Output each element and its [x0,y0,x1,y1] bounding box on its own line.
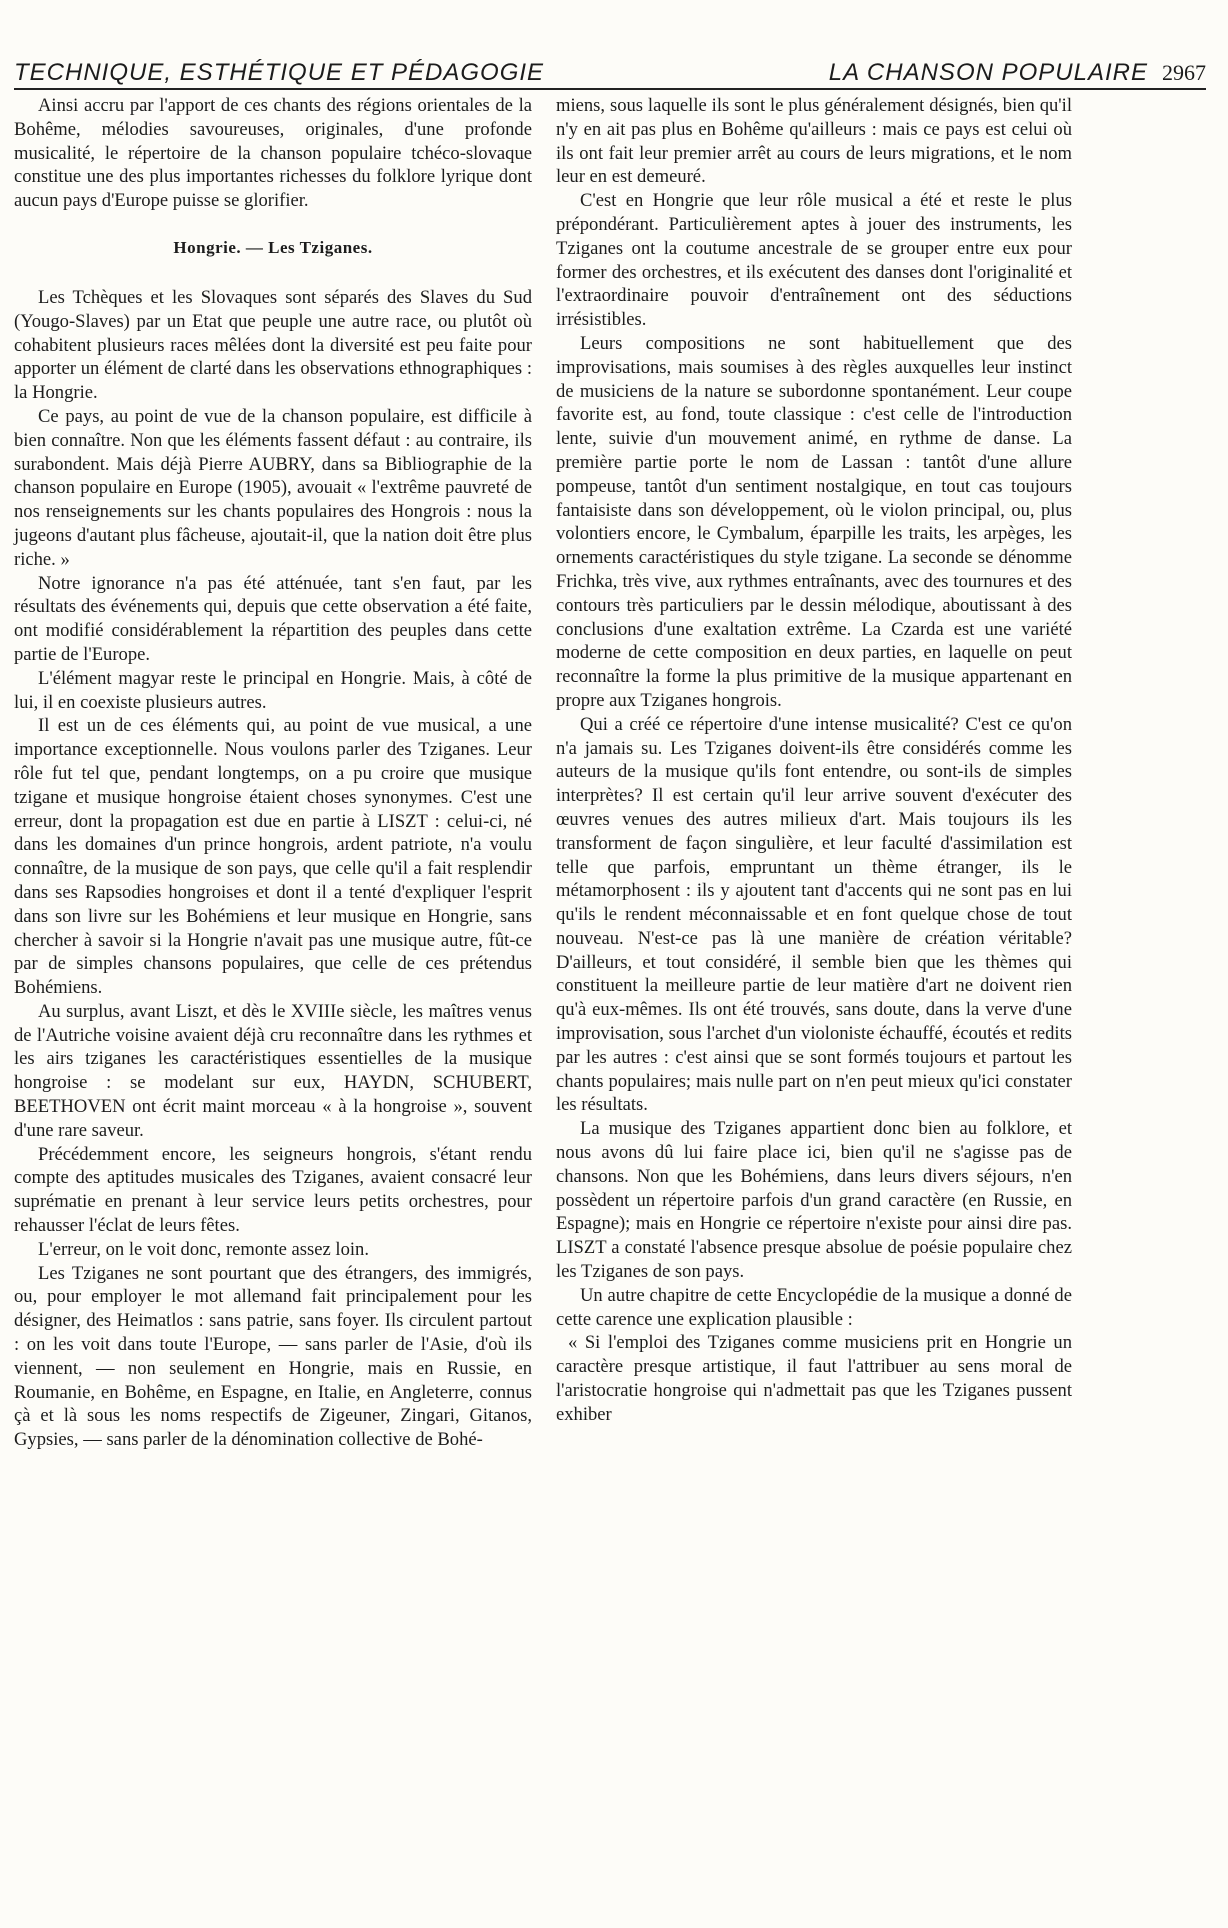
section-title: Hongrie. — Les Tziganes. [173,237,373,257]
paragraph: La musique des Tziganes appartient donc bien au folklore, et nous avons dû lui faire place ici, bien qu'il ne s'agisse pas de chansons. Non que les Bohémiens, dans leurs divers séjours, n'en possèdent un répertoire parfois d'un grand caractère (en Russie, en Espagne); mais en Hongrie ce répertoire n'existe pour ainsi dire pas. LISZT a constaté l'absence presque absolue de poésie populaire chez les Tziganes de son pays. [556,1118,1072,1283]
paragraph: Leurs compositions ne sont habituellement que des improvisations, mais soumises à des règles auxquelles leur instinct de musiciens de la nature se subordonne spontanément. Leur coupe favorite est, au fond, toute classique : c'est celle de l'introduction lente, suivie d'un mouvement animé, en rythme de danse. La première partie porte le nom de Lassan : tantôt d'une allure pompeuse, tantôt d'un sentiment nostalgique, en tout cas toujours fantaisiste dans son développement, où le violon principal, ou, plus volontiers encore, le Cymbalum, éparpille les traits, les arpèges, les ornements caractéristiques du style tzigane. La seconde se dénomme Frichka, très vive, aux rythmes entraînants, avec des tournures et des contours très particuliers par le dessin mélodique, aboutissant à des conclusions d'une exaltation extrême. La Czarda est une variété moderne de cette composition en deux parties, en laquelle on peut reconnaître la forme la plus primitive de la musique appartenant en propre aux Tziganes hongrois. [556,332,1072,711]
paragraph: C'est en Hongrie que leur rôle musical a été et reste le plus prépondérant. Particulièrement aptes à jouer des instruments, les Tziganes ont la coutume ancestrale de se grouper entre eux pour former des orchestres, et ils exécutent des danses dont l'originalité et l'extraordinaire pouvoir d'entraînement ont des séductions irrésistibles. [556,190,1072,331]
quotation-paragraph: « Si l'emploi des Tziganes comme musiciens prit en Hongrie un caractère presque artistique, il faut l'attribuer au sens moral de l'aristocratie hongroise qui n'admettait pas que les Tziganes pussent exhiber [556,1332,1072,1425]
paragraph: Au surplus, avant Liszt, et dès le XVIIIe siècle, les maîtres venus de l'Autriche voisine avaient déjà cru reconnaître dans les rythmes et les airs tziganes les caractéristiques essentielles de la musique hongroise : se modelant sur eux, HAYDN, SCHUBERT, BEETHOVEN ont écrit maint morceau « à la hongroise », souvent d'une rare saveur. [14,1000,532,1141]
left-column [14,94,532,1452]
paragraph: L'erreur, on le voit donc, remonte assez loin. [38,1238,369,1260]
paragraph: Ce pays, au point de vue de la chanson populaire, est difficile à bien connaître. Non que les éléments fassent défaut : au contraire, ils surabondent. Mais déjà Pierre AUBRY, dans sa Bibliographie de la chanson populaire en Europe (1905), avouait « l'extrême pauvreté de nos renseignements sur les chants populaires des Hongrois : nous la jugeons d'autant plus fâcheuse, ajoutait-il, que la nation doit être plus riche. » [14,405,532,570]
running-header-right: LA CHANSON POPULAIRE [828,59,1148,86]
paragraph: L'élément magyar reste le principal en Hongrie. Mais, à côté de lui, il en coexiste plusieurs autres. [14,667,532,713]
paragraph: Les Tchèques et les Slovaques sont séparés des Slaves du Sud (Yougo-Slaves) par un Etat que peuple une autre race, ou plutôt où cohabitent plusieurs races mêlées dont la diversité est peu faite pour apporter un élément de clarté dans les observations ethnographiques : la Hongrie. [14,286,532,404]
paragraph-continued: miens, sous laquelle ils sont le plus généralement désignés, bien qu'il n'y en ait pas plus en Bohême qu'ailleurs : mais ce pays est celui où ils ont fait leur premier arrêt au cours de leurs migrations, et le nom leur en est demeuré. [556,95,1072,188]
running-header-right-group [829,60,1206,86]
paragraph: Il est un de ces éléments qui, au point de vue musical, a une importance exceptionnelle. Nous voulons parler des Tziganes. Leur rôle fut tel que, pendant longtemps, on a pu croire que musique tzigane et musique hongroise étaient choses synonymes. C'est une erreur, dont la propagation est due en partie à LISZT : celui-ci, né dans les domaines d'un prince hongrois, ardent patriote, n'a voulu connaître, de la musique de son pays, que celle qu'il a fait resplendir dans ses Rapsodies hongroises et dont il a tenté d'expliquer l'esprit dans son livre sur les Bohémiens et leur musique en Hongrie, sans chercher à savoir si la Hongrie n'avait pas une musique autre, fût-ce par de simples chansons populaires, que celle de ces prétendus Bohémiens. [14,715,532,999]
paragraph: Un autre chapitre de cette Encyclopédie de la musique a donné de cette carence une explication plausible : [556,1284,1072,1330]
running-header-left: TECHNIQUE, ESTHÉTIQUE ET PÉDAGOGIE [14,59,545,86]
paragraph: Ainsi accru par l'apport de ces chants des régions orientales de la Bohême, mélodies savoureuses, originales, d'une profonde musicalité, le répertoire de la chanson populaire tchéco-slovaque constitue une des plus importantes richesses du folklore lyrique dont aucun pays d'Europe puisse se glorifier. [14,95,532,212]
paragraph: Qui a créé ce répertoire d'une intense musicalité? C'est ce qu'on n'a jamais su. Les Tziganes doivent-ils être considérés comme les auteurs de la musique qu'ils font entendre, ou sont-ils de simples interprètes? Il est certain qu'il leur arrive souvent d'exécuter des œuvres venues des autres milieux d'art. Mais toujours ils les transforment de façon singulière, et leur faculté d'assimilation est telle que parfois, empruntant un thème étranger, ils le métamorphosent : ils y ajoutent tant d'accents qui ne sont pas en lui qu'ils le rendent méconnaissable et en font quelque chose de tout nouveau. N'est-ce pas là une manière de création véritable? D'ailleurs, et tout considéré, il semble bien que les thèmes qui constituent la meilleure partie de leur matière d'art ne doivent rien qu'à eux-mêmes. Ils ont été trouvés, sans doute, dans la verve d'une improvisation, sous l'archet d'un violoniste échauffé, écoutés et redits par les autres : c'est ainsi que se sont formés toujours et partout les chants populaires; mais nulle part on n'en peut mieux qu'ici constater les résultats. [556,713,1072,1116]
paragraph: Notre ignorance n'a pas été atténuée, tant s'en faut, par les résultats des événements qui, depuis que cette observation a été faite, ont modifié considérablement la répartition des peuples dans cette partie de l'Europe. [14,572,532,665]
paragraph: Les Tziganes ne sont pourtant que des étrangers, des immigrés, ou, pour employer le mot allemand fait principalement pour les désigner, des Heimatlos : sans patrie, sans foyer. Ils circulent partout : on les voit dans toute l'Europe, — sans parler de l'Asie, d'où ils viennent, — non seulement en Hongrie, mais en Russie, en Roumanie, en Bohême, en Espagne, en Italie, en Angleterre, connus çà et là sous les noms respectifs de Zigeuner, Zingari, Gitanos, Gypsies, — sans parler de la dénomination collective de Bohé- [14,1262,532,1451]
paragraph: Précédemment encore, les seigneurs hongrois, s'étant rendu compte des aptitudes musicales des Tziganes, avaient consacré leur suprématie en prenant à leur service leurs petits orchestres, pour rehausser l'éclat de leurs fêtes. [14,1143,532,1237]
running-header [14,58,1206,90]
right-column [556,94,1072,1427]
page-number: 2967 [1162,60,1206,85]
